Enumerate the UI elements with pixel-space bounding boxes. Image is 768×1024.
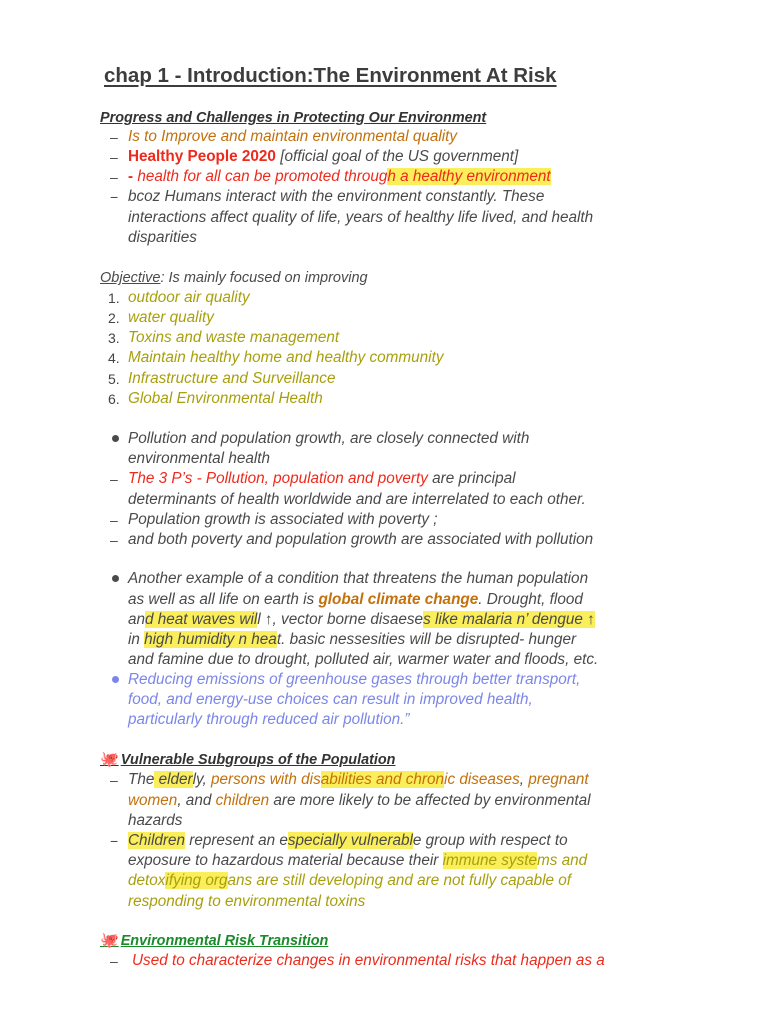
text-run: t. basic nessesities will be disrupted- hunger — [276, 631, 577, 648]
list-number: 5. — [108, 371, 120, 387]
bullet-dot — [112, 435, 119, 442]
list-number: 2. — [108, 310, 120, 326]
healthy-people-2020: Healthy People 2020 — [128, 148, 276, 165]
list-item-continued: interactions affect quality of life, years of healthy life lived, and health — [128, 209, 594, 226]
text-run: exposure to hazardous material because their — [128, 852, 443, 869]
text-run: in — [128, 631, 145, 648]
list-item: Pollution and population growth, are closely connected with — [128, 430, 530, 447]
text-run: as well as all life on earth is — [128, 591, 319, 608]
text-run: , — [202, 771, 212, 788]
octopus-icon: 🐙 — [100, 751, 119, 768]
text-run: ms and — [536, 852, 588, 869]
list-item-continued — [128, 851, 587, 871]
section-heading-progress: Progress and Challenges in Protecting Our Environment — [100, 110, 487, 126]
text-run: The — [128, 771, 155, 788]
list-number: 3. — [108, 330, 120, 346]
text-run: represent an e — [184, 832, 288, 849]
dash-marker: – — [110, 149, 118, 165]
text-run: ans are still developing and are not fully capable of — [227, 872, 572, 889]
list-item: and both poverty and population growth are associated with pollution — [128, 531, 594, 548]
text-run: , — [519, 771, 529, 788]
highlight: s like malaria n’ dengue ↑ — [423, 611, 595, 628]
text-run: persons with dis — [211, 771, 321, 788]
highlight: Children — [128, 832, 185, 849]
highlight: abilities and chron — [320, 771, 445, 788]
list-item-continued — [128, 610, 595, 630]
highlight: elder — [154, 771, 193, 788]
list-item-continued — [128, 791, 591, 811]
list-item: water quality — [128, 309, 214, 326]
highlight: h a healthy environment — [387, 168, 551, 185]
list-item — [128, 469, 515, 489]
text-run: : Is mainly focused on improving — [160, 270, 368, 286]
list-item-continued: determinants of health worldwide and are interrelated to each other. — [128, 491, 586, 508]
list-item: Population growth is associated with poverty ; — [128, 511, 438, 528]
text-run: ly — [192, 771, 203, 788]
heading-text: Vulnerable Subgroups of the Population — [120, 752, 396, 768]
section-heading-vulnerable — [100, 750, 395, 770]
dash-marker: – — [110, 129, 118, 145]
octopus-icon: 🐙 — [100, 932, 119, 949]
text-run: women — [128, 792, 178, 809]
list-item-continued: hazards — [128, 812, 183, 829]
text-run: [official goal of the US government] — [275, 148, 519, 165]
list-item: Maintain healthy home and healthy community — [128, 349, 444, 366]
highlight: d heat waves wil — [145, 611, 258, 628]
objective-label: Objective — [100, 270, 161, 286]
highlight: high humidity n hea — [144, 631, 277, 648]
heading-text: Environmental Risk Transition — [120, 933, 329, 949]
list-number: 4. — [108, 350, 120, 366]
list-item-continued — [128, 630, 576, 650]
list-number: 6. — [108, 391, 120, 407]
list-item-continued: food, and energy-use choices can result in improved health, — [128, 691, 533, 708]
text-run: are more likely to be affected by environmental — [269, 792, 591, 809]
bullet-dot — [112, 575, 119, 582]
list-item-continued: environmental health — [128, 450, 271, 467]
list-item-continued — [128, 871, 571, 891]
text-run: pregnant — [528, 771, 589, 788]
list-item: bcoz Humans interact with the environment constantly. These — [128, 188, 545, 205]
list-item: Is to Improve and maintain environmental quality — [128, 128, 458, 145]
section-heading-transition — [100, 931, 328, 951]
list-item — [128, 147, 518, 167]
text-run: , and — [177, 792, 216, 809]
global-climate-change: global climate change — [318, 591, 479, 608]
list-item: outdoor air quality — [128, 289, 250, 306]
dash-marker: – — [110, 772, 118, 788]
text-run: are principal — [427, 470, 516, 487]
text-run: ic diseases — [444, 771, 520, 788]
dash-marker: – — [110, 512, 118, 528]
list-item-continued: responding to environmental toxins — [128, 893, 366, 910]
dash-marker: – — [110, 953, 118, 969]
objective-line — [100, 268, 368, 288]
text-run: an — [128, 611, 146, 628]
list-item — [128, 770, 589, 790]
highlight: specially vulnerabl — [287, 832, 413, 849]
dash-marker: − — [110, 189, 119, 205]
list-item — [128, 831, 568, 851]
highlight: ifying org — [165, 872, 228, 889]
text-run: e group with respect to — [412, 832, 568, 849]
text-run: health for all can be promoted throug — [133, 168, 388, 185]
text-run: children — [215, 792, 270, 809]
list-item: Reducing emissions of greenhouse gases through better transport, — [128, 671, 581, 688]
text-run: l ↑, vector borne disaese — [257, 611, 424, 628]
page-title: chap 1 - Introduction:The Environment At Risk — [104, 64, 557, 87]
bullet-dot — [112, 676, 119, 683]
list-item — [128, 167, 551, 187]
list-item: Used to characterize changes in environmental risks that happen as a — [132, 952, 605, 969]
highlight: immune syste — [442, 852, 537, 869]
list-number: 1. — [108, 290, 120, 306]
list-item-continued: disparities — [128, 229, 197, 246]
list-item-continued: particularly through reduced air pollution.” — [128, 711, 410, 728]
list-item: Another example of a condition that threatens the human population — [128, 570, 589, 587]
text-run: . Drought, flood — [478, 591, 583, 608]
dash-marker: – — [110, 169, 118, 185]
list-item: Infrastructure and Surveillance — [128, 370, 336, 387]
dash-marker: – — [110, 471, 118, 487]
dash-marker: − — [110, 833, 119, 849]
dash-marker: – — [110, 532, 118, 548]
list-item-continued — [128, 590, 583, 610]
text-run: detox — [128, 872, 166, 889]
three-ps: The 3 P’s - Pollution, population and poverty — [128, 470, 428, 487]
list-item: Toxins and waste management — [128, 329, 340, 346]
list-item: Global Environmental Health — [128, 390, 323, 407]
hyphen: - — [128, 168, 134, 185]
list-item-continued: and famine due to drought, polluted air, warmer water and floods, etc. — [128, 651, 599, 668]
